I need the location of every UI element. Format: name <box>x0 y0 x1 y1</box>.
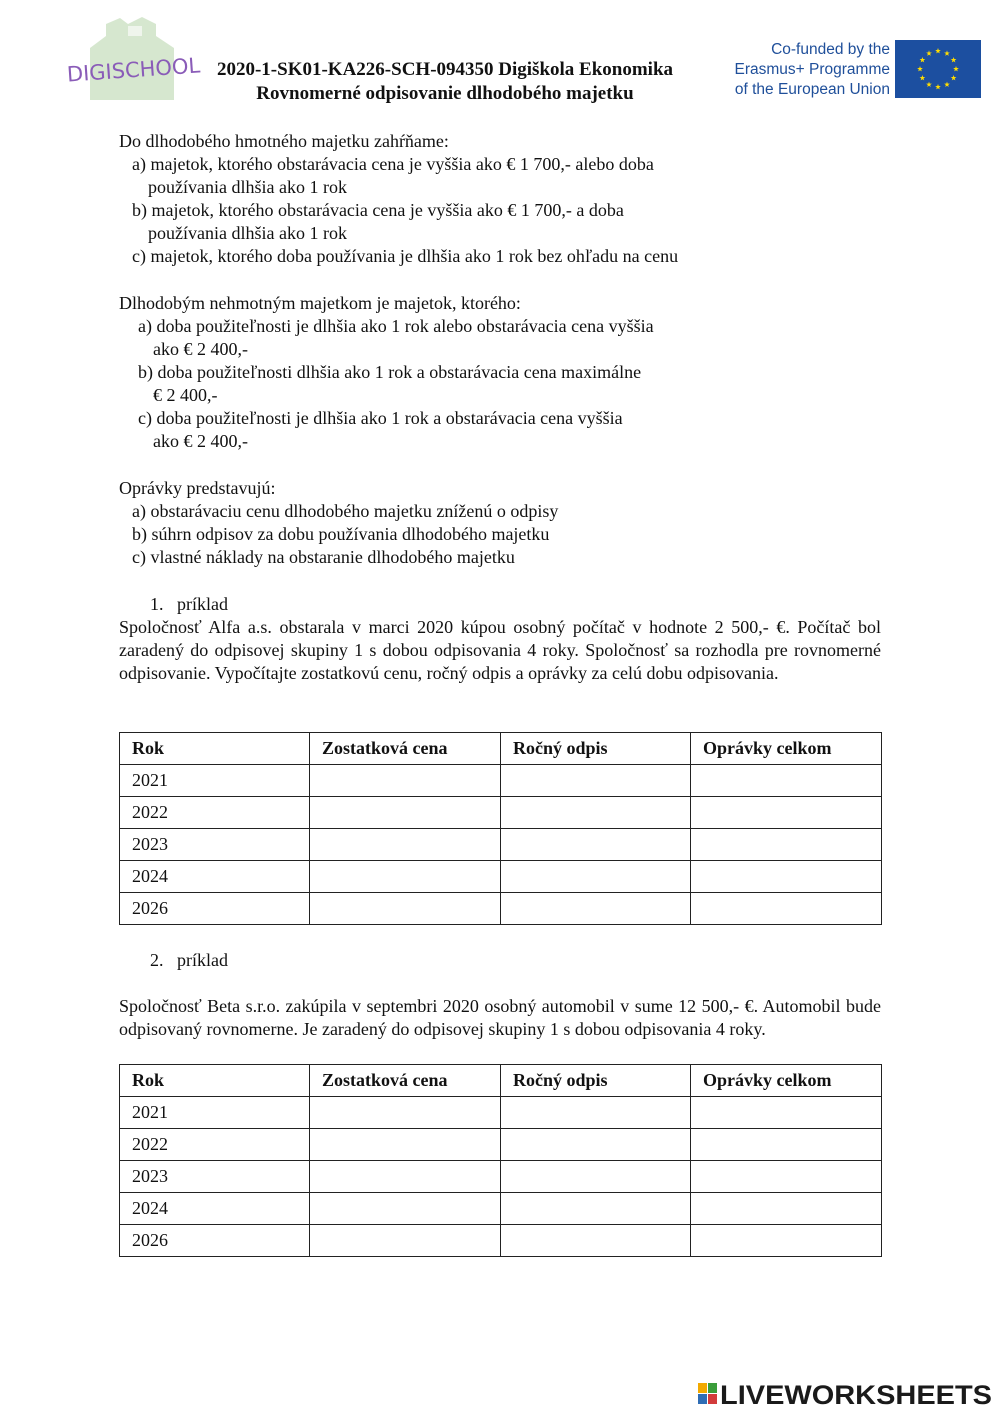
input-cell[interactable] <box>501 1193 691 1225</box>
table-row <box>120 1161 882 1193</box>
input-cell[interactable] <box>691 893 882 925</box>
col-header-rocny-odpis: Ročný odpis <box>501 1065 691 1097</box>
q2-option-b-cont: € 2 400,- <box>153 385 218 405</box>
input-cell[interactable] <box>310 797 501 829</box>
q2-option-a[interactable]: a) doba použiteľnosti je dlhšia ako 1 rok alebo obstarávacia cena vyššia <box>138 316 654 336</box>
input-cell[interactable] <box>691 829 882 861</box>
q3-option-b[interactable]: b) súhrn odpisov za dobu používania dlhodobého majetku <box>132 524 550 544</box>
example-2-number: 2. <box>150 950 164 970</box>
example-1-number: 1. <box>150 594 164 614</box>
question-3: Oprávky predstavujú: <box>119 478 276 498</box>
input-cell[interactable] <box>691 797 882 829</box>
q1-option-b[interactable]: b) majetok, ktorého obstarávacia cena je vyššia ako € 1 700,- a doba <box>132 200 624 220</box>
input-cell[interactable] <box>310 893 501 925</box>
table-row <box>120 797 882 829</box>
input-cell[interactable] <box>691 765 882 797</box>
input-cell[interactable] <box>501 829 691 861</box>
col-header-rocny-odpis: Ročný odpis <box>501 733 691 765</box>
example-2-label: príklad <box>177 950 228 970</box>
input-cell[interactable] <box>691 861 882 893</box>
example-1-text: Spoločnosť Alfa a.s. obstarala v marci 2020 kúpou osobný počítač v hodnote 2 500,- €. Počítač bol zaradený do odpisovej skupiny 1 s dobou odpisovania 4 roky. Spoločnosť sa rozhodla pre rovnomerné odpisovanie. Vypočítajte zostatkovú cenu, ročný odpis a oprávky za celú dobu odpisovania. <box>119 617 881 683</box>
q1-option-c[interactable]: c) majetok, ktorého doba používania je dlhšia ako 1 rok bez ohľadu na cenu <box>132 246 679 266</box>
q2-option-a-cont: ako € 2 400,- <box>153 339 248 359</box>
example-1-heading <box>150 593 228 616</box>
table-2-header-row <box>120 1065 882 1097</box>
input-cell[interactable] <box>691 1225 882 1257</box>
input-cell[interactable] <box>501 797 691 829</box>
eu-line-2: Erasmus+ Programme <box>734 61 890 78</box>
q3-option-c[interactable]: c) vlastné náklady na obstaranie dlhodobého majetku <box>132 547 515 567</box>
year-cell: 2024 <box>120 1193 310 1225</box>
year-cell: 2022 <box>120 797 310 829</box>
input-cell[interactable] <box>310 1097 501 1129</box>
input-cell[interactable] <box>310 765 501 797</box>
year-cell: 2021 <box>120 1097 310 1129</box>
example-2-text: Spoločnosť Beta s.r.o. zakúpila v septembri 2020 osobný automobil v sume 12 500,- €. Automobil bude odpisovaný rovnomerne. Je zaradený do odpisovej skupiny 1 s dobou odpisovania 4 roky. <box>119 996 881 1039</box>
q1-option-a-cont: používania dlhšia ako 1 rok <box>148 177 347 197</box>
table-row <box>120 861 882 893</box>
q1-option-a[interactable]: a) majetok, ktorého obstarávacia cena je vyššia ako € 1 700,- alebo doba <box>132 154 654 174</box>
col-header-rok: Rok <box>120 733 310 765</box>
input-cell[interactable] <box>501 1225 691 1257</box>
table-row <box>120 765 882 797</box>
input-cell[interactable] <box>691 1097 882 1129</box>
input-cell[interactable] <box>501 1129 691 1161</box>
table-row <box>120 1097 882 1129</box>
input-cell[interactable] <box>691 1129 882 1161</box>
table-row <box>120 893 882 925</box>
year-cell: 2026 <box>120 1225 310 1257</box>
project-code: 2020-1-SK01-KA226-SCH-094350 Digiškola Ekonomika <box>216 59 674 80</box>
table-1-header-row <box>120 733 882 765</box>
q2-option-c-cont: ako € 2 400,- <box>153 431 248 451</box>
lws-badge-icon <box>698 1383 717 1404</box>
digischool-logo <box>66 14 201 104</box>
question-1: Do dlhodobého hmotného majetku zahŕňame: <box>119 131 449 151</box>
input-cell[interactable] <box>501 1161 691 1193</box>
col-header-rok: Rok <box>120 1065 310 1097</box>
table-row <box>120 1129 882 1161</box>
year-cell: 2026 <box>120 893 310 925</box>
question-2: Dlhodobým nehmotným majetkom je majetok, ktorého: <box>119 293 521 313</box>
year-cell: 2024 <box>120 861 310 893</box>
q3-option-a[interactable]: a) obstarávaciu cenu dlhodobého majetku zníženú o odpisy <box>132 501 559 521</box>
input-cell[interactable] <box>501 1097 691 1129</box>
example-2-heading <box>150 949 228 972</box>
header-title <box>196 58 694 106</box>
example-1-label: príklad <box>177 594 228 614</box>
table-2 <box>119 1064 882 1257</box>
liveworksheets-text: LIVEWORKSHEETS <box>720 1380 992 1410</box>
table-1 <box>119 732 882 925</box>
year-cell: 2021 <box>120 765 310 797</box>
table-row <box>120 829 882 861</box>
q2-option-b[interactable]: b) doba použiteľnosti dlhšia ako 1 rok a obstarávacia cena maximálne <box>138 362 642 382</box>
table-row <box>120 1225 882 1257</box>
col-header-opravky-celkom: Oprávky celkom <box>691 733 882 765</box>
digischool-logo-text: DIGISCHOOL <box>66 53 201 87</box>
input-cell[interactable] <box>691 1161 882 1193</box>
q2-option-c[interactable]: c) doba použiteľnosti je dlhšia ako 1 rok a obstarávacia cena vyššia <box>138 408 623 428</box>
q1-option-b-cont: používania dlhšia ako 1 rok <box>148 223 347 243</box>
input-cell[interactable] <box>501 765 691 797</box>
col-header-opravky-celkom: Oprávky celkom <box>691 1065 882 1097</box>
input-cell[interactable] <box>310 829 501 861</box>
input-cell[interactable] <box>691 1193 882 1225</box>
eu-line-3: of the European Union <box>734 81 890 98</box>
col-header-zostatkova-cena: Zostatková cena <box>310 1065 501 1097</box>
eu-line-1: Co-funded by the <box>771 41 890 58</box>
liveworksheets-logo <box>696 1380 996 1408</box>
year-cell: 2023 <box>120 829 310 861</box>
input-cell[interactable] <box>310 861 501 893</box>
col-header-zostatkova-cena: Zostatková cena <box>310 733 501 765</box>
year-cell: 2023 <box>120 1161 310 1193</box>
input-cell[interactable] <box>310 1193 501 1225</box>
input-cell[interactable] <box>501 861 691 893</box>
input-cell[interactable] <box>310 1161 501 1193</box>
table-row <box>120 1193 882 1225</box>
year-cell: 2022 <box>120 1129 310 1161</box>
eu-cofunded-text <box>706 40 890 100</box>
page-title: Rovnomerné odpisovanie dlhodobého majetku <box>256 83 634 104</box>
eu-flag-icon <box>895 40 981 98</box>
input-cell[interactable] <box>501 893 691 925</box>
input-cell[interactable] <box>310 1129 501 1161</box>
input-cell[interactable] <box>310 1225 501 1257</box>
